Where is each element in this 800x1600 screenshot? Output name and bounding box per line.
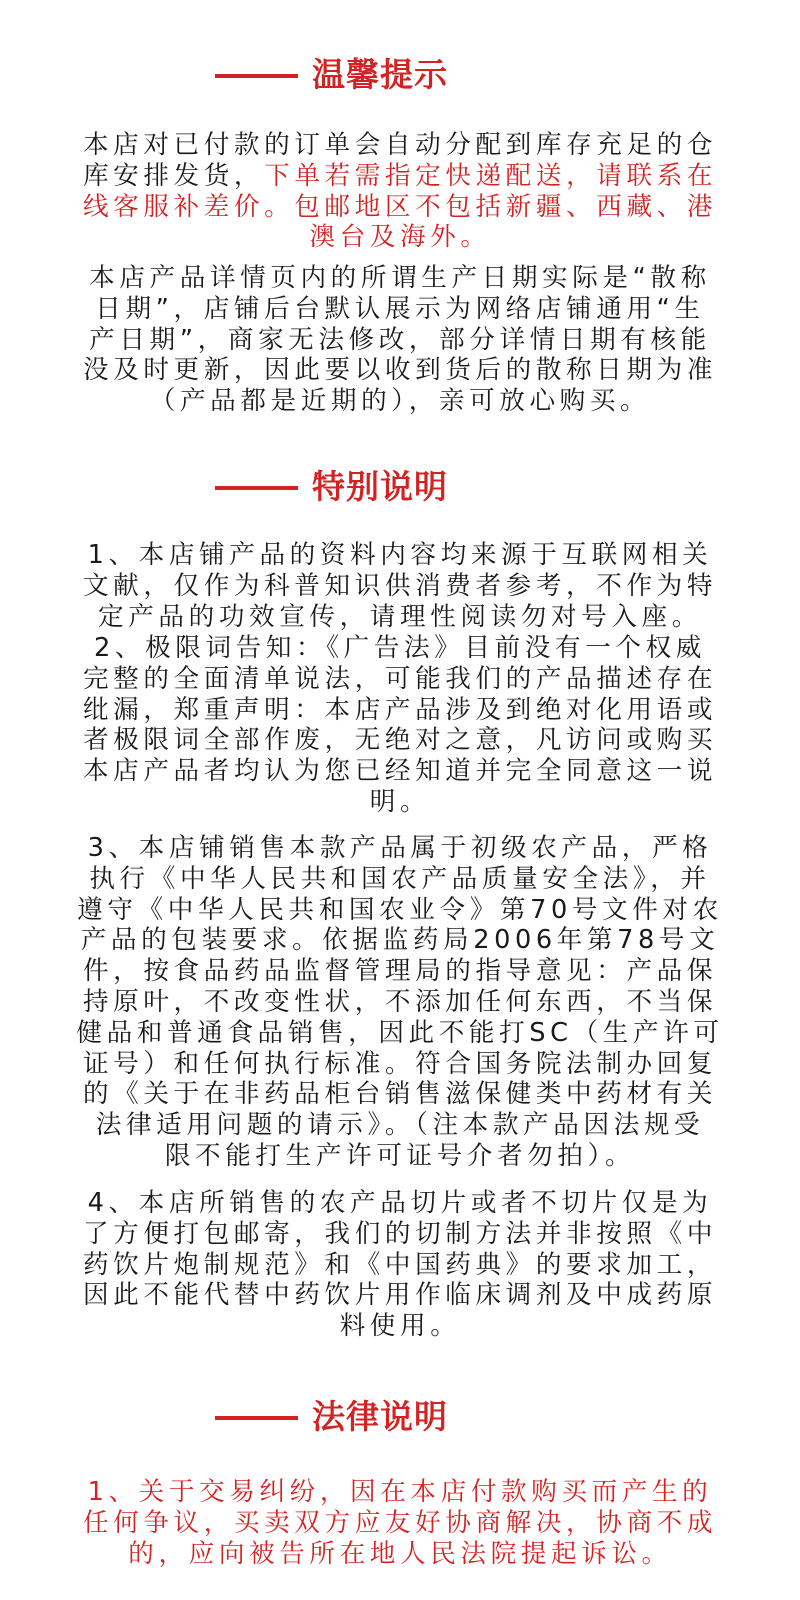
text-line [62, 540, 738, 571]
section-title-tips: 温馨提示 [312, 55, 448, 94]
text-line [62, 294, 738, 325]
text-line [62, 161, 738, 192]
body-text: 本店产品者均认为您已经知道并完全同意这一说 [82, 756, 718, 787]
body-text: 限不能打生产许可证号介者勿拍）。 [164, 1140, 636, 1171]
body-text: 药饮片炮制规范》和《中国药典》的要求加工， [82, 1249, 718, 1280]
body-text: 纰漏，郑重声明：本店产品涉及到绝对化用语或 [82, 694, 718, 725]
text-line [62, 1188, 738, 1219]
body-text: 产品的包装要求。依据监药局2006年第78号文 [80, 925, 720, 956]
body-text: 因此不能代替中药饮片用作临床调剂及中成药原 [82, 1280, 718, 1311]
body-text: 执行《中华人民共和国农产品质量安全法》，并 [89, 863, 711, 894]
body-text: 没及时更新，因此要以收到货后的散称日期为准 [82, 355, 718, 386]
section-title-legal: 法律说明 [312, 1397, 448, 1436]
body-text: 了方便打包邮寄，我们的切制方法并非按照《中 [82, 1218, 718, 1249]
section-header-tips [0, 50, 800, 100]
legal-item-1 [62, 1477, 738, 1569]
text-line [62, 1018, 738, 1049]
text-line [62, 864, 738, 895]
text-line [62, 1110, 738, 1141]
special-item-4 [62, 1188, 738, 1342]
text-line [62, 787, 738, 818]
text-line [62, 263, 738, 294]
text-line [62, 895, 738, 926]
text-line [62, 664, 738, 695]
section-header-special [0, 462, 800, 512]
body-text: 1、本店铺产品的资料内容均来源于互联网相关 [87, 540, 713, 570]
text-line [62, 925, 738, 956]
body-text: 定产品的功效宣传，请理性阅读勿对号入座。 [98, 601, 702, 632]
text-line [62, 695, 738, 726]
highlight-text: 线客服补差价。包邮地区不包括新疆、西藏、港 [82, 191, 718, 222]
text-line [62, 1539, 738, 1570]
body-text: 证号）和任何执行标准。符合国务院法制办回复 [82, 1048, 718, 1079]
highlight-text: 任何争议，买卖双方应友好协商解决，协商不成 [82, 1507, 718, 1538]
text-line [62, 987, 738, 1018]
body-text: 持原叶，不改变性状，不添加任何东西，不当保 [82, 986, 718, 1017]
body-text: 库安排发货， [82, 160, 265, 191]
text-line [62, 130, 738, 161]
tips-paragraph-1 [62, 130, 738, 253]
text-line [62, 325, 738, 356]
special-item-2 [62, 633, 738, 818]
text-line [62, 355, 738, 386]
body-text: 本店产品详情页内的所谓生产日期实际是“散称 [89, 263, 711, 293]
text-line [62, 571, 738, 602]
body-text: （产品都是近期的），亲可放心购买。 [149, 386, 651, 417]
body-text: 者极限词全部作废，无绝对之意，凡访问或购买 [82, 725, 718, 756]
text-line [62, 1508, 738, 1539]
body-text: 法律适用问题的请示》。（注本款产品因法规受 [95, 1110, 705, 1141]
text-line [62, 1049, 738, 1080]
section-header-legal [0, 1392, 800, 1442]
text-line [62, 1141, 738, 1172]
body-text: 3、本店铺销售本款产品属于初级农产品，严格 [87, 833, 713, 863]
highlight-text: 的，应向被告所在地人民法院提起诉讼。 [128, 1538, 672, 1569]
text-line [62, 1079, 738, 1110]
header-divider-line [215, 1416, 298, 1420]
body-text: 遵守《中华人民共和国农业令》第70号文件对农 [77, 894, 723, 925]
text-line [62, 633, 738, 664]
text-line [62, 725, 738, 756]
text-line [62, 222, 738, 253]
section-title-special: 特别说明 [312, 467, 448, 506]
text-line [62, 386, 738, 417]
text-line [62, 1250, 738, 1281]
body-text: 文献，仅作为科普知识供消费者参考，不作为特 [82, 570, 718, 601]
text-line [62, 1219, 738, 1250]
special-item-1 [62, 540, 738, 632]
body-text: 料使用。 [339, 1311, 461, 1342]
highlight-text: 下单若需指定快递配送，请联系在 [264, 160, 718, 191]
highlight-text: 1、关于交易纠纷，因在本店付款购买而产生的 [87, 1477, 713, 1507]
text-line [62, 192, 738, 223]
header-divider-line [215, 74, 298, 78]
body-text: 产日期”，商家无法修改，部分详情日期有核能 [89, 324, 711, 355]
body-text: 件，按食品药品监督管理局的指导意见：产品保 [82, 956, 718, 987]
body-text: 日期”，店铺后台默认展示为网络店铺通用“生 [95, 293, 705, 324]
body-text: 本店对已付款的订单会自动分配到库存充足的仓 [82, 130, 718, 160]
highlight-text: 澳台及海外。 [309, 222, 491, 253]
text-line [62, 1477, 738, 1508]
text-line [62, 1280, 738, 1311]
body-text: 明。 [369, 786, 431, 817]
special-item-3 [62, 833, 738, 1172]
text-line [62, 833, 738, 864]
body-text: 的《关于在非药品柜台销售滋保健类中药材有关 [82, 1079, 718, 1110]
body-text: 2、极限词告知：《广告法》目前没有一个权威 [94, 633, 706, 663]
text-line [62, 1311, 738, 1342]
text-line [62, 756, 738, 787]
text-line [62, 956, 738, 987]
text-line [62, 602, 738, 633]
tips-paragraph-2 [62, 263, 738, 417]
body-text: 健品和普通食品销售，因此不能打SC（生产许可 [76, 1017, 724, 1048]
body-text: 完整的全面清单说法，可能我们的产品描述存在 [82, 663, 718, 694]
body-text: 4、本店所销售的农产品切片或者不切片仅是为 [87, 1188, 713, 1218]
header-divider-line [215, 486, 298, 490]
